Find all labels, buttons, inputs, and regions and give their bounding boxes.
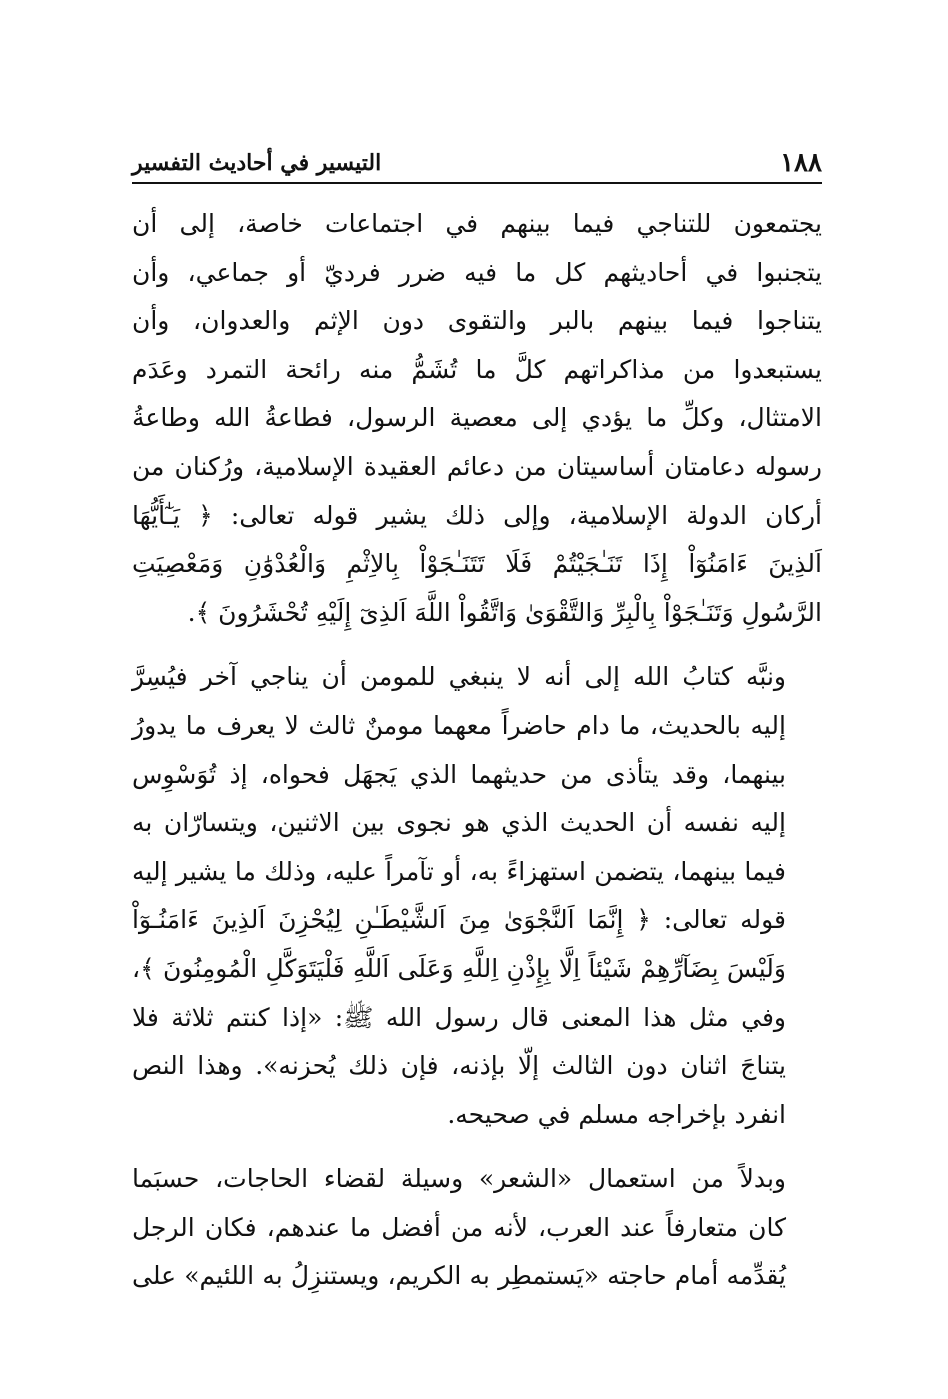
text-line: الامتثال، وكلِّ ما يؤدي إلى معصية الرسول، فطاعةُ الله وطاعةُ (132, 403, 822, 433)
quran-verse-line: اَلذِينَ ءَامَنُوٓاْ إِذَا تَنَـٰجَيْتُمْ فَلَا تَتَنَـٰجَوْاْ بِالاِثْمِ وَالْعُدْوَٰنِ وَمَعْصِيَتِ (132, 549, 822, 579)
paragraph-1 (132, 200, 822, 637)
page-number: ١٨٨ (780, 148, 822, 178)
text-line: يستبعدوا من مذاكراتهم كلَّ ما تُشَمُّ منه رائحة التمرد وعَدَم (132, 354, 822, 384)
running-header (132, 136, 822, 180)
book-title: التيسير في أحاديث التفسير (132, 150, 382, 176)
quran-verse-line: قوله تعالى: ﴿ إِنَّمَا اَلنَّجْوَىٰ مِنَ اَلشَّيْطَـٰنِ لِيُحْزِنَ اَلذِينَ ءَامَنُـوٓاْ (132, 905, 786, 935)
text-line: ونبَّه كتابُ الله إلى أنه لا ينبغي للمومن أن يناجي آخر فيُسِرَّ (132, 662, 786, 692)
text-line: انفرد بإخراجه مسلم في صحيحه. (447, 1099, 786, 1129)
header-divider (132, 182, 822, 184)
text-line: إليه بالحديث، ما دام حاضراً معهما مومنٌ ثالث لا يعرف ما يدورُ (132, 710, 786, 740)
hadith-line: وفي مثل هذا المعنى قال رسول الله ﷺ: «إذا كنتم ثلاثة فلا (132, 1002, 786, 1032)
paragraph-2 (132, 653, 822, 1139)
text-line: يتناجوا فيما بينهم بالبر والتقوى دون الإثم والعدوان، وأن (132, 306, 822, 336)
body-text (132, 200, 822, 1317)
quran-verse-line: الرَّسُولِ وَتَنَـٰجَوْاْ بِالْبِرِّ وَالتَّقْوَىٰ وَاتَّقُواْ اللَّهَ اَلذِىٓ إِلَيْهِ تُحْشَرُونَ ﴾. (187, 597, 822, 627)
text-line: وبدلاً من استعمال «الشعر» وسيلة لقضاء الحاجات، حسبَما (132, 1164, 786, 1194)
text-line: إليه نفسه أن الحديث الذي هو نجوى بين الاثنين، ويتسارّان به (132, 808, 786, 838)
text-line: يُقدِّمه أمام حاجته «يَستمطِر به الكريم، ويستنزِلُ به اللئيم» على (132, 1261, 786, 1291)
quran-verse-line: وَلَيْسَ بِضَآرِّهِمْ شَيْئاً اِلَّا بِإِذْنِ اِللَّهِ وَعَلَى اَللَّهِ فَلْيَتَوَكَّلِ الْمُومِنُونَ ﴾، (132, 953, 786, 983)
text-line: بينهما، وقد يتأذى من حديثهما الذي يَجهَل فحواه، إذ تُوَسْوِس (132, 759, 786, 789)
text-line: فيما بينهما، يتضمن استهزاءً به، أو تآمراً عليه، وذلك ما يشير إليه (132, 856, 786, 886)
text-line: كان متعارفاً عند العرب، لأنه من أفضل ما عندهم، فكان الرجل (132, 1212, 786, 1242)
text-line: يجتمعون للتناجي فيما بينهم في اجتماعات خاصة، إلى أن (132, 209, 822, 238)
hadith-line: يتناجَ اثنان دون الثالث إلّا بإذنه، فإن ذلك يُحزنه». وهذا النص (132, 1051, 786, 1081)
text-line: أركان الدولة الإسلامية، وإلى ذلك يشير قوله تعالى: ﴿ يَـٰٓأَيُّهَا (132, 500, 822, 530)
text-line: رسوله دعامتان أساسيتان من دعائم العقيدة الإسلامية، ورُكنان من (132, 451, 822, 481)
paragraph-3 (132, 1155, 822, 1301)
text-line: يتجنبوا في أحاديثهم كل ما فيه ضرر فرديّ أو جماعي، وأن (132, 257, 822, 287)
